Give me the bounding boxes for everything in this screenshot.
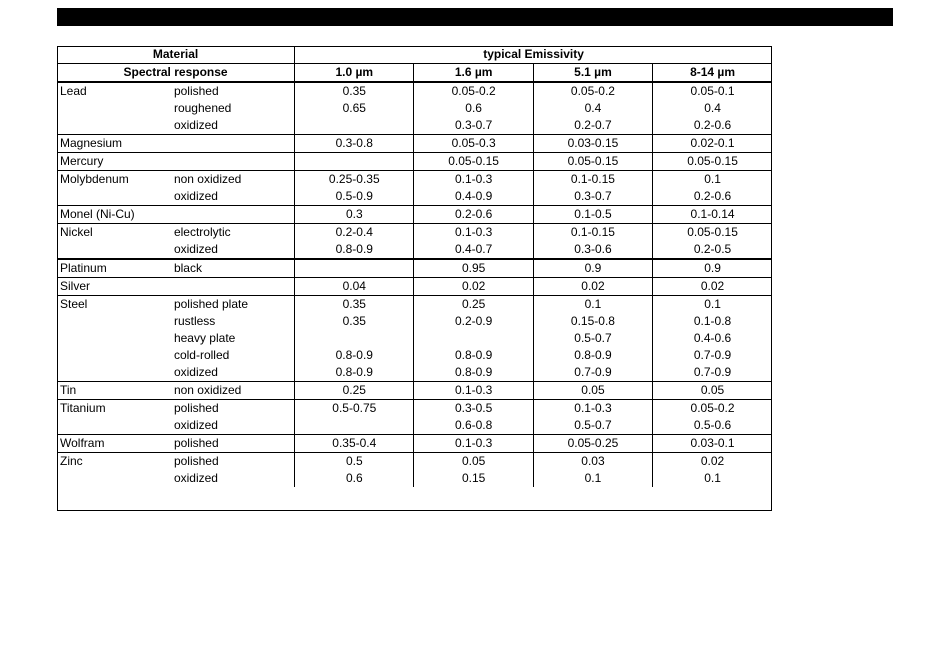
table-row (57, 417, 772, 435)
value-1-6um: 0.1-0.3 (414, 224, 533, 242)
material-cell: Zinc (60, 454, 83, 468)
material-cell (57, 417, 166, 435)
condition-cell: polished (173, 84, 219, 98)
value-8-14um: 0.1-0.8 (653, 313, 772, 330)
value-8-14um: 0.5-0.6 (653, 417, 772, 435)
value-5-1um: 0.1-0.3 (533, 400, 652, 418)
material-cell: Wolfram (57, 435, 166, 453)
material-cell: Lead (60, 84, 87, 98)
value-8-14um: 0.05-0.2 (653, 400, 772, 418)
value-1-6um: 0.05-0.2 (414, 82, 533, 100)
value-8-14um: 0.7-0.9 (653, 364, 772, 382)
value-1-6um: 0.3-0.7 (414, 117, 533, 135)
material-cell: Titanium (60, 401, 106, 415)
table-row (57, 364, 772, 382)
value-1um (295, 330, 414, 347)
value-8-14um: 0.1 (653, 171, 772, 189)
condition-cell: non oxidized (166, 382, 295, 400)
table-row (57, 171, 772, 189)
material-cell (57, 117, 166, 135)
value-1um: 0.8-0.9 (295, 347, 414, 364)
condition-cell: black (166, 259, 295, 278)
table-row (57, 382, 772, 400)
value-8-14um: 0.2-0.5 (653, 241, 772, 259)
wavelength-header: 1.6 µm (414, 64, 533, 83)
material-cell (57, 347, 166, 364)
value-1-6um: 0.4-0.9 (414, 188, 533, 206)
value-5-1um: 0.1-0.15 (533, 171, 652, 189)
value-5-1um: 0.3-0.7 (533, 188, 652, 206)
value-8-14um: 0.02 (653, 278, 772, 296)
material-cell: Nickel (60, 225, 93, 239)
value-5-1um: 0.05-0.2 (533, 82, 652, 100)
material-cell: Molybdenum (60, 172, 129, 186)
value-1um: 0.35 (295, 296, 414, 314)
table-row (57, 278, 772, 296)
material-cell: Platinum (57, 259, 166, 278)
value-5-1um: 0.05-0.15 (533, 153, 652, 171)
value-5-1um: 0.05 (533, 382, 652, 400)
table-row (57, 296, 772, 314)
material-cell: Silver (57, 278, 166, 296)
value-1-6um: 0.4-0.7 (414, 241, 533, 259)
wavelength-header: 8-14 µm (653, 64, 772, 83)
table-row (57, 453, 772, 471)
value-5-1um: 0.15-0.8 (533, 313, 652, 330)
condition-cell: rustless (173, 314, 216, 328)
table-row (57, 347, 772, 364)
material-cell (57, 470, 166, 487)
value-1um (295, 417, 414, 435)
table-row (57, 435, 772, 453)
value-1um: 0.35-0.4 (295, 435, 414, 453)
value-5-1um: 0.3-0.6 (533, 241, 652, 259)
condition-cell: polished (173, 401, 219, 415)
value-8-14um: 0.02 (653, 453, 772, 471)
value-1-6um: 0.8-0.9 (414, 364, 533, 382)
value-1um: 0.3-0.8 (295, 135, 414, 153)
value-8-14um: 0.1-0.14 (653, 206, 772, 224)
value-5-1um: 0.5-0.7 (533, 330, 652, 347)
condition-cell: cold-rolled (173, 348, 230, 362)
value-8-14um: 0.9 (653, 259, 772, 278)
condition-cell: polished plate (173, 297, 249, 311)
value-1-6um: 0.02 (414, 278, 533, 296)
value-5-1um: 0.4 (533, 100, 652, 117)
value-1-6um: 0.1-0.3 (414, 435, 533, 453)
table-row (57, 153, 772, 171)
value-8-14um: 0.2-0.6 (653, 117, 772, 135)
value-8-14um: 0.4-0.6 (653, 330, 772, 347)
material-cell (57, 364, 166, 382)
wavelength-header: 1.0 µm (295, 64, 414, 83)
material-cell: Magnesium (57, 135, 166, 153)
header-row-2 (57, 64, 772, 83)
value-1um (295, 259, 414, 278)
material-header: Material (57, 46, 295, 64)
value-1um: 0.5-0.9 (295, 188, 414, 206)
material-cell: Mercury (57, 153, 166, 171)
value-8-14um: 0.2-0.6 (653, 188, 772, 206)
value-8-14um: 0.03-0.1 (653, 435, 772, 453)
value-1-6um: 0.05 (414, 453, 533, 471)
material-cell: Tin (57, 382, 166, 400)
material-cell (57, 330, 166, 347)
table-row (57, 188, 772, 206)
value-5-1um: 0.7-0.9 (533, 364, 652, 382)
value-8-14um: 0.7-0.9 (653, 347, 772, 364)
material-cell (57, 313, 166, 330)
value-1-6um: 0.6-0.8 (414, 417, 533, 435)
value-1um: 0.5 (295, 453, 414, 471)
value-1um: 0.6 (295, 470, 414, 487)
material-cell: Monel (Ni-Cu) (57, 206, 166, 224)
table-row (57, 400, 772, 418)
value-1um: 0.3 (295, 206, 414, 224)
value-1um: 0.5-0.75 (295, 400, 414, 418)
wavelength-header: 5.1 µm (533, 64, 652, 83)
top-black-bar (57, 8, 893, 26)
value-1-6um: 0.3-0.5 (414, 400, 533, 418)
value-5-1um: 0.1-0.5 (533, 206, 652, 224)
table-row (57, 82, 772, 100)
value-5-1um: 0.05-0.25 (533, 435, 652, 453)
table-row (57, 135, 772, 153)
material-cell (57, 100, 166, 117)
value-8-14um: 0.02-0.1 (653, 135, 772, 153)
condition-cell: heavy plate (173, 331, 236, 345)
value-1-6um: 0.95 (414, 259, 533, 278)
value-1-6um: 0.05-0.15 (414, 153, 533, 171)
condition-cell (166, 278, 295, 296)
table-row (57, 117, 772, 135)
value-5-1um: 0.2-0.7 (533, 117, 652, 135)
value-1-6um: 0.6 (414, 100, 533, 117)
value-1um: 0.65 (295, 100, 414, 117)
table-row (57, 313, 772, 330)
condition-cell (166, 206, 295, 224)
spectral-response-header: Spectral response (57, 64, 295, 83)
value-1um: 0.35 (295, 313, 414, 330)
value-5-1um: 0.03-0.15 (533, 135, 652, 153)
value-8-14um: 0.05-0.15 (653, 224, 772, 242)
value-1-6um (414, 330, 533, 347)
value-1-6um: 0.15 (414, 470, 533, 487)
value-1um: 0.35 (295, 82, 414, 100)
value-5-1um: 0.5-0.7 (533, 417, 652, 435)
value-8-14um: 0.05-0.15 (653, 153, 772, 171)
condition-cell: non oxidized (173, 172, 242, 186)
condition-cell: oxidized (166, 417, 295, 435)
condition-cell: polished (166, 435, 295, 453)
condition-cell: oxidized (166, 364, 295, 382)
value-5-1um: 0.03 (533, 453, 652, 471)
material-cell: Steel (60, 297, 88, 311)
material-cell (57, 188, 166, 206)
table-row (57, 241, 772, 259)
table-row (57, 470, 772, 487)
condition-cell (166, 135, 295, 153)
condition-cell: oxidized (166, 241, 295, 259)
value-1um: 0.8-0.9 (295, 241, 414, 259)
value-1-6um: 0.2-0.9 (414, 313, 533, 330)
condition-cell: roughened (173, 101, 232, 115)
condition-cell (166, 153, 295, 171)
value-1um: 0.2-0.4 (295, 224, 414, 242)
value-1-6um: 0.1-0.3 (414, 171, 533, 189)
material-cell (57, 241, 166, 259)
value-1-6um: 0.1-0.3 (414, 382, 533, 400)
condition-cell: electrolytic (173, 225, 231, 239)
value-1um: 0.04 (295, 278, 414, 296)
value-1-6um: 0.2-0.6 (414, 206, 533, 224)
value-5-1um: 0.1 (533, 470, 652, 487)
value-5-1um: 0.1-0.15 (533, 224, 652, 242)
value-8-14um: 0.05-0.1 (653, 82, 772, 100)
table-row (57, 259, 772, 278)
value-8-14um: 0.1 (653, 296, 772, 314)
condition-cell: oxidized (173, 471, 218, 485)
condition-cell: polished (173, 454, 219, 468)
condition-cell: oxidized (166, 117, 295, 135)
header-row-1 (57, 46, 772, 64)
value-5-1um: 0.9 (533, 259, 652, 278)
value-1-6um: 0.25 (414, 296, 533, 314)
value-5-1um: 0.02 (533, 278, 652, 296)
emissivity-table (57, 46, 772, 487)
table-row (57, 224, 772, 242)
value-5-1um: 0.8-0.9 (533, 347, 652, 364)
emissivity-header: typical Emissivity (295, 46, 772, 64)
value-1-6um: 0.05-0.3 (414, 135, 533, 153)
condition-cell: oxidized (166, 188, 295, 206)
table-row (57, 330, 772, 347)
value-1-6um: 0.8-0.9 (414, 347, 533, 364)
value-1um: 0.25 (295, 382, 414, 400)
table-row (57, 100, 772, 117)
value-8-14um: 0.1 (653, 470, 772, 487)
value-1um: 0.8-0.9 (295, 364, 414, 382)
value-5-1um: 0.1 (533, 296, 652, 314)
value-8-14um: 0.4 (653, 100, 772, 117)
value-1um (295, 117, 414, 135)
table-row (57, 206, 772, 224)
value-1um (295, 153, 414, 171)
value-8-14um: 0.05 (653, 382, 772, 400)
value-1um: 0.25-0.35 (295, 171, 414, 189)
